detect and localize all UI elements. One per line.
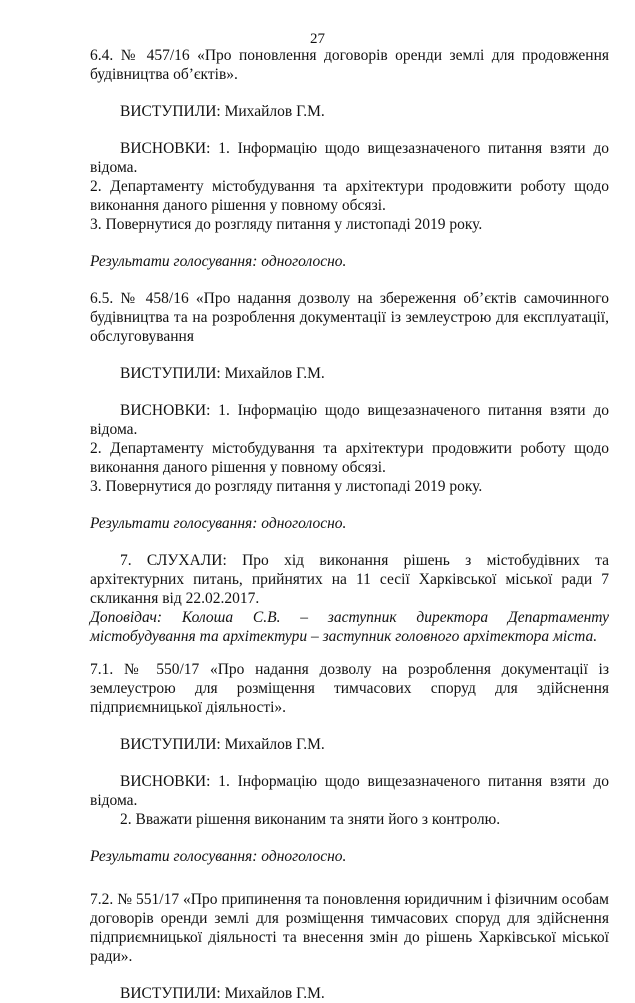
speakers-line: ВИСТУПИЛИ: Михайлов Г.М. (120, 736, 325, 753)
speakers-line: ВИСТУПИЛИ: Михайлов Г.М. (120, 985, 325, 1002)
conclusion-item: 3. Повернутися до розгляду питання у листопаді 2019 року. (90, 478, 483, 495)
item-7-heard: 7. СЛУХАЛИ: Про хід виконання рішень з містобудівних та архітектурних питань, прийнятих на 11 сесії Харківської міської ради 7 скликання від 22.02.2017. (90, 552, 609, 607)
voting-result: Результати голосування: одноголосно. (90, 848, 347, 865)
conclusions-line: ВИСНОВКИ: 1. Інформацію щодо вищезазначеного питання взяти до відома. (90, 773, 609, 809)
voting-result: Результати голосування: одноголосно. (90, 253, 347, 270)
conclusion-item: 2. Департаменту містобудування та архітектури продовжити роботу щодо виконання даного рішення у повному обсязі. (90, 178, 609, 214)
item-6-4-title: 6.4. № 457/16 «Про поновлення договорів оренди землі для продовження будівництва об’єктів». (90, 47, 609, 83)
conclusion-item: 2. Вважати рішення виконаним та зняти його з контролю. (120, 811, 501, 828)
item-6-5-title: 6.5. № 458/16 «Про надання дозволу на збереження об’єктів самочинного будівництва та на розроблення документації із землеустрою для експлуатації, обслуговування (90, 290, 609, 345)
speakers-line: ВИСТУПИЛИ: Михайлов Г.М. (120, 103, 325, 120)
conclusions-line: ВИСНОВКИ: 1. Інформацію щодо вищезазначеного питання взяти до відома. (90, 402, 609, 438)
conclusion-item: 3. Повернутися до розгляду питання у листопаді 2019 року. (90, 216, 483, 233)
speakers-line: ВИСТУПИЛИ: Михайлов Г.М. (120, 365, 325, 382)
voting-result: Результати голосування: одноголосно. (90, 515, 347, 532)
item-7-speaker: Доповідач: Колоша С.В. – заступник директора Департаменту містобудування та архітектури – заступник головного архітектора міста. (90, 609, 609, 645)
page-number: 27 (310, 31, 325, 47)
conclusions-line: ВИСНОВКИ: 1. Інформацію щодо вищезазначеного питання взяти до відома. (90, 140, 609, 176)
item-7-1-title: 7.1. № 550/17 «Про надання дозволу на розроблення документації із землеустрою для розміщення тимчасових споруд для здійснення підприємницької діяльності». (90, 661, 609, 716)
item-7-2-title: 7.2. № 551/17 «Про припинення та поновлення юридичним і фізичним особам договорів оренди землі для розміщення тимчасових споруд для здійснення підприємницької діяльності та внесення змін до рішень Харківської міської ради». (90, 891, 609, 965)
conclusion-item: 2. Департаменту містобудування та архітектури продовжити роботу щодо виконання даного рішення у повному обсязі. (90, 440, 609, 476)
